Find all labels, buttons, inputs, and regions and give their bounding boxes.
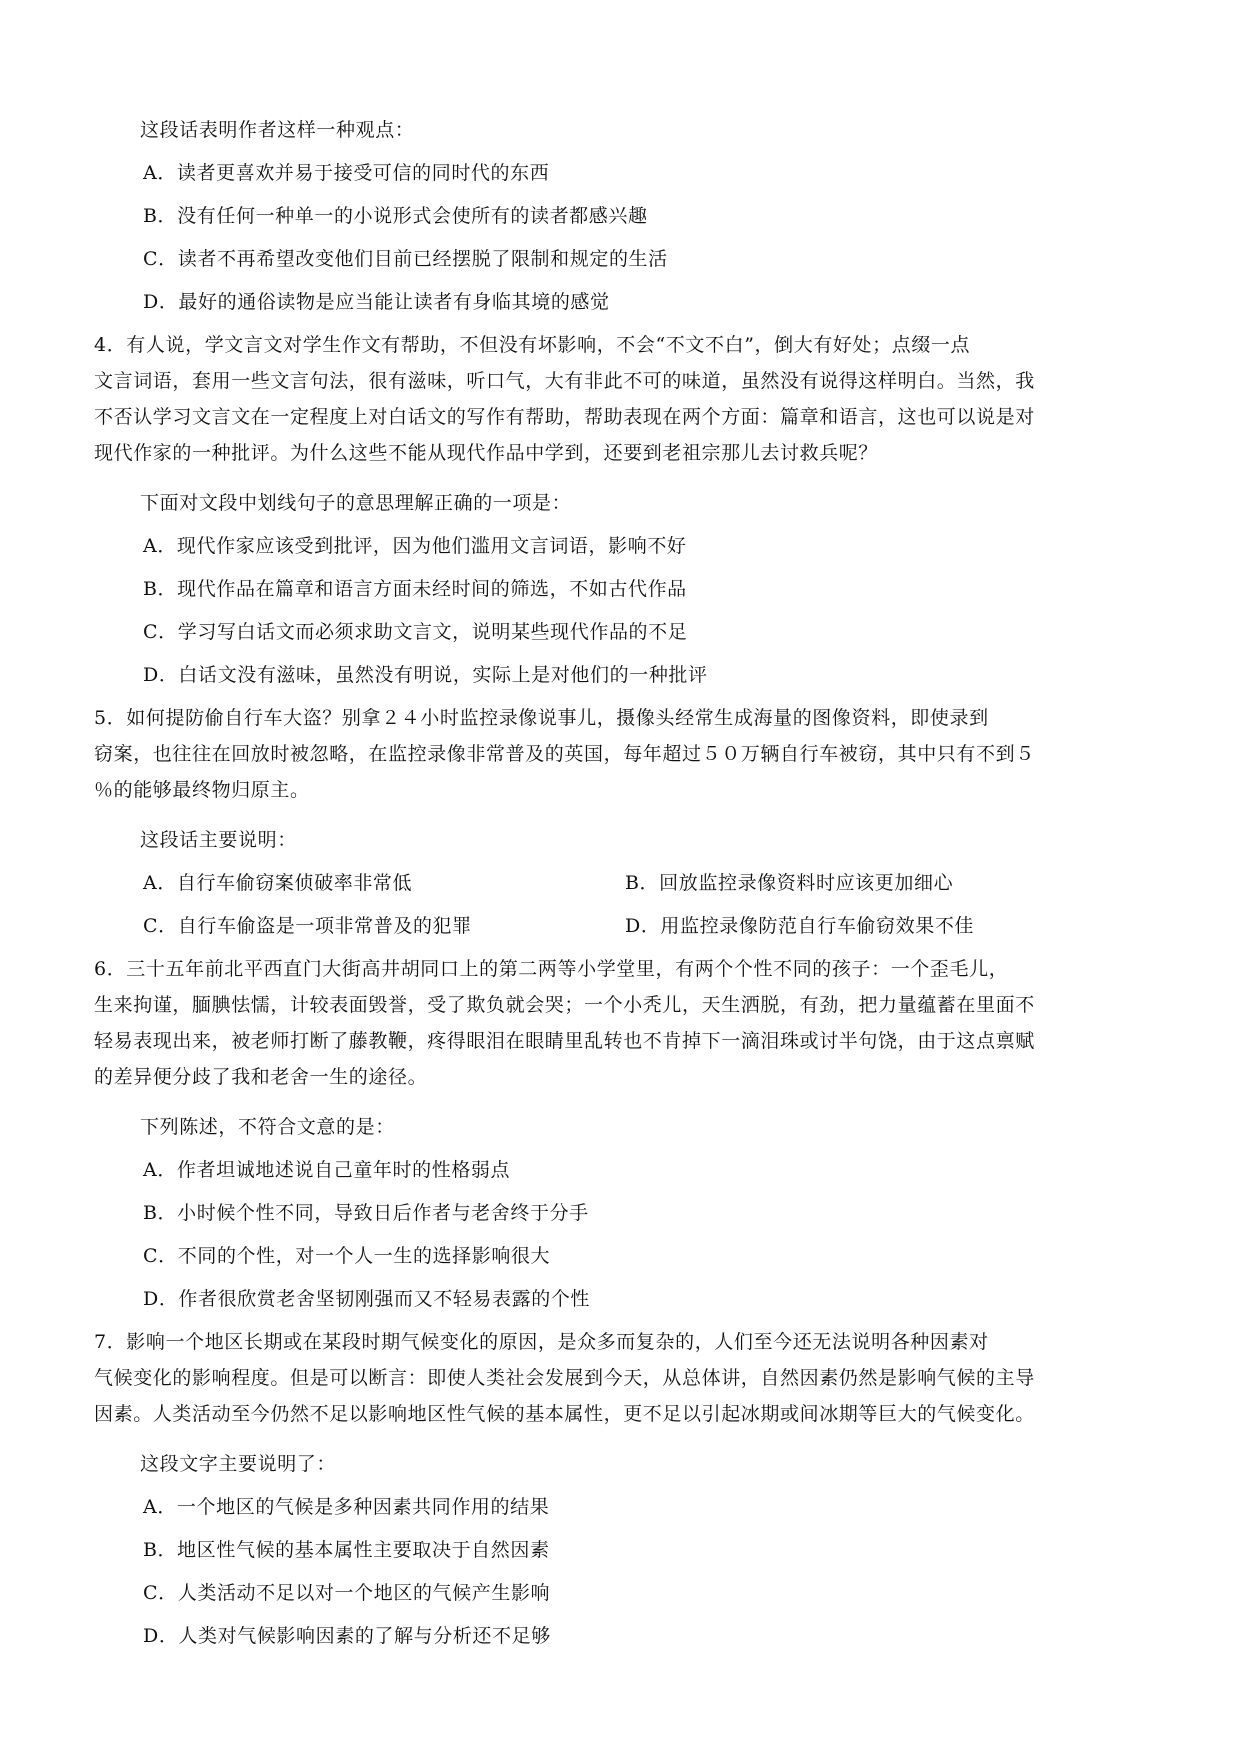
- q5-option-d: D．用监控录像防范自行车偷窃效果不佳: [625, 915, 975, 937]
- q5-option-c: C．自行车偷盗是一项非常普及的犯罪: [143, 915, 472, 937]
- q5-passage: 5．如何提防偷自行车大盗？别拿２４小时监控录像说事儿，摄像头经常生成海量的图像资料，即使录到 窃案，也往往在回放时被忽略，在监控录像非常普及的英国，每年超过５０万辆自行车被窃，其中只有不到５ ％的能够最终物归原主。: [94, 707, 1035, 801]
- q4-option-c: C．学习写白话文而必须求助文言文，说明某些现代作品的不足: [143, 621, 688, 643]
- q3-option-b: B．没有任何一种单一的小说形式会使所有的读者都感兴趣: [143, 205, 648, 227]
- q6-passage: 6．三十五年前北平西直门大街高井胡同口上的第二两等小学堂里，有两个个性不同的孩子：一个歪毛儿， 生来拘谨，腼腆怯懦，计较表面毁誉，受了欺负就会哭；一个小秃儿，天生洒脱，有劲，把力量蕴蓄在里面不 轻易表现出来，被老师打断了藤教鞭，疼得眼泪在眼睛里乱转也不肯掉下一滴泪珠或讨半句饶，由于这点禀赋 的差异便分歧了我和老舍一生的途径。: [94, 958, 1035, 1088]
- q4-option-d: D．白话文没有滋味，虽然没有明说，实际上是对他们的一种批评: [143, 664, 708, 686]
- q4-option-a: A．现代作家应该受到批评，因为他们滥用文言词语，影响不好: [143, 535, 687, 557]
- q3-option-c: C．读者不再希望改变他们目前已经摆脱了限制和规定的生活: [143, 248, 668, 270]
- q7-option-d: D．人类对气候影响因素的了解与分析还不足够: [143, 1625, 551, 1647]
- q6-option-c: C．不同的个性，对一个人一生的选择影响很大: [143, 1245, 551, 1267]
- q7-passage: 7．影响一个地区长期或在某段时期气候变化的原因，是众多而复杂的，人们至今还无法说明各种因素对 气候变化的影响程度。但是可以断言：即使人类社会发展到今天，从总体讲，自然因素仍然是影响气候的主导 因素。人类活动至今仍然不足以影响地区性气候的基本属性，更不足以引起冰期或间冰期等巨大的气候变化。: [94, 1331, 1035, 1425]
- q7-option-b: B．地区性气候的基本属性主要取决于自然因素: [143, 1539, 550, 1561]
- q4-option-b: B．现代作品在篇章和语言方面未经时间的筛选，不如古代作品: [143, 578, 687, 600]
- q6-option-d: D．作者很欣赏老舍坚韧刚强而又不轻易表露的个性: [143, 1288, 591, 1310]
- q4-stem: 下面对文段中划线句子的意思理解正确的一项是：: [140, 492, 572, 514]
- q5-stem: 这段话主要说明：: [140, 829, 297, 851]
- q6-option-a: A．作者坦诚地述说自己童年时的性格弱点: [143, 1159, 511, 1181]
- q3-stem: 这段话表明作者这样一种观点：: [140, 119, 415, 141]
- q7-option-a: A．一个地区的气候是多种因素共同作用的结果: [143, 1496, 550, 1518]
- q5-option-b: B．回放监控录像资料时应该更加细心: [625, 872, 954, 894]
- q3-option-d: D．最好的通俗读物是应当能让读者有身临其境的感觉: [143, 291, 610, 313]
- q7-option-c: C．人类活动不足以对一个地区的气候产生影响: [143, 1582, 551, 1604]
- q4-passage: 4．有人说，学文言文对学生作文有帮助，不但没有坏影响，不会“不文不白”，倒大有好处；点缀一点 文言词语，套用一些文言句法，很有滋味，听口气，大有非此不可的味道，虽然没有说得这样明白。当然，我 不否认学习文言文在一定程度上对白话文的写作有帮助，帮助表现在两个方面：篇章和语言，这也可以说是对 现代作家的一种批评。为什么这些不能从现代作品中学到，还要到老祖宗那儿去讨救兵呢？: [94, 334, 1035, 464]
- q5-option-a: A．自行车偷窃案侦破率非常低: [143, 872, 413, 894]
- q6-option-b: B．小时候个性不同，导致日后作者与老舍终于分手: [143, 1202, 589, 1224]
- q3-option-a: A．读者更喜欢并易于接受可信的同时代的东西: [143, 162, 550, 184]
- q7-stem: 这段文字主要说明了：: [140, 1453, 337, 1475]
- q6-stem: 下列陈述，不符合文意的是：: [140, 1116, 395, 1138]
